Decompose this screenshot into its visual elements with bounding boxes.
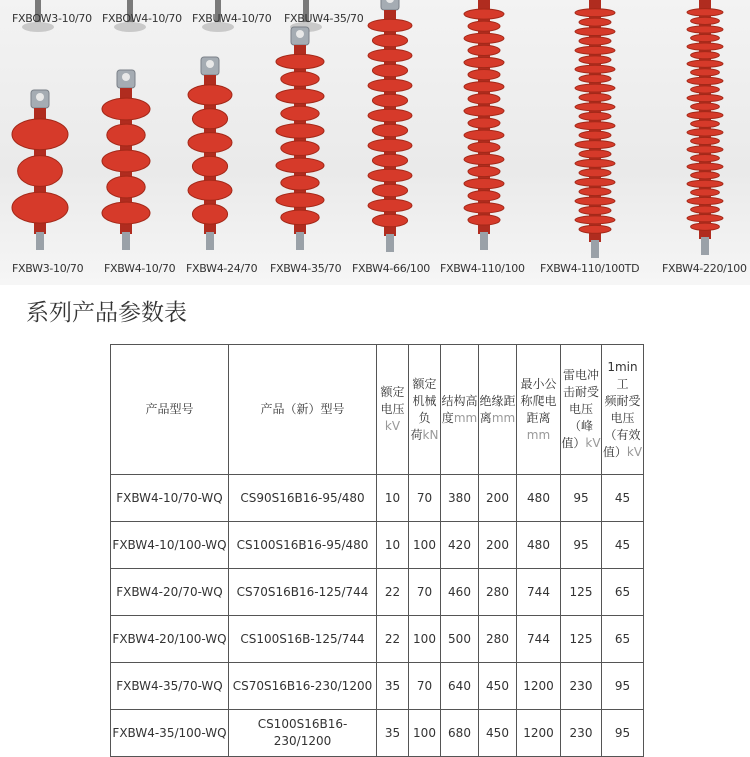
insulator-shed [691,120,720,127]
insulator-shed [276,158,324,173]
table-cell: FXBW4-10/70-WQ [111,475,229,522]
insulator-shed [691,172,720,179]
insulator-cap-hole [36,93,44,101]
table-cell: CS100S16B-125/744 [229,616,377,663]
insulator-shed [276,89,324,104]
table-cell: 10 [377,522,409,569]
insulator-shed [368,199,412,212]
header-unit: mm [491,410,516,425]
table-cell: 480 [517,475,561,522]
insulator-shed [687,215,723,222]
header-text: 绝缘距 [479,393,516,408]
header-unit: mm [453,410,478,425]
table-header-cell [111,345,229,475]
header-text: 度 [441,410,454,425]
insulator-shed [575,159,615,167]
insulator-shed [468,21,500,31]
insulator-shed [468,94,500,104]
header-unit: kV [384,419,401,433]
insulator-shed [281,175,319,190]
table-row [111,522,644,569]
photo-label-bottom: FXBW4-24/70 [186,262,258,275]
insulator-shed [372,124,407,137]
table-header-cell [561,345,602,475]
insulator-shed [579,112,611,120]
insulator-shed [687,26,723,33]
insulator-shed [691,34,720,41]
header-text: 电压 [610,410,635,425]
table-cell: 230 [561,710,602,757]
insulator-shed [464,203,504,213]
table-cell: 65 [602,616,644,663]
insulator-fitting [701,237,709,255]
insulator-shed [12,119,68,150]
insulators-illustration [0,0,750,285]
insulator-shed [579,131,611,139]
photo-label-bottom: FXBW4-35/70 [270,262,342,275]
insulator-shed [691,69,720,76]
header-text: 产品（新）型号 [260,402,345,416]
insulator-shed [464,179,504,189]
insulator-shed [687,112,723,119]
insulator-shed [372,154,407,167]
table-cell: 200 [479,522,517,569]
table-cell: 450 [479,663,517,710]
insulator-shed [368,19,412,32]
table-cell: 640 [441,663,479,710]
photo-label-top: FXBUW4-10/70 [192,12,272,25]
header-text: （峰 [568,419,593,433]
table-cell: 22 [377,569,409,616]
table-cell: 460 [441,569,479,616]
insulator-shed [107,176,145,198]
insulator-core [589,0,601,242]
table-cell: 280 [479,616,517,663]
table-cell: 125 [561,616,602,663]
table-cell: 45 [602,475,644,522]
table-cell: 70 [409,569,441,616]
insulator-shed [691,17,720,24]
insulator-shed [575,9,615,17]
table-cell: 1200 [517,663,561,710]
insulator-shed [579,188,611,196]
table-cell: 680 [441,710,479,757]
table-header-cell [479,345,517,475]
section-title: 系列产品参数表 [26,300,187,326]
insulator-shed [372,214,407,227]
table-row [111,663,644,710]
insulator-shed [687,197,723,204]
table-row [111,616,644,663]
insulator-shed [107,124,145,146]
insulator-shed [687,60,723,67]
insulator-cap-hole [122,73,130,81]
photo-label-bottom: FXBW3-10/70 [12,262,84,275]
header-text: 最小公 [520,376,557,391]
insulator-shed [276,193,324,208]
header-unit: kN [422,427,439,442]
table-cell: CS100S16B16-95/480 [229,522,377,569]
insulator-fitting [122,232,130,250]
insulator-shed [276,54,324,69]
insulator-shed [575,103,615,111]
photo-label-top: FXBUW4-35/70 [284,12,364,25]
insulator-shed [468,70,500,80]
table-cell: 10 [377,475,409,522]
table-header-cell [602,345,644,475]
insulator-shed [102,150,150,172]
table-header-cell [517,345,561,475]
insulator-shed [464,9,504,19]
photo-label-bottom: FXBW4-220/100 [662,262,747,275]
header-text: 电压 [380,402,405,416]
table-cell: 200 [479,475,517,522]
insulator-shed [468,215,500,225]
insulator-shed [372,94,407,107]
insulator-shed [691,206,720,213]
table-cell: CS100S16B16-230/1200 [229,710,377,757]
insulator-cap-hole [296,30,304,38]
header-text: 产品型号 [145,402,194,416]
insulator-shed [687,146,723,153]
insulator-shed [575,65,615,73]
insulator-shed [575,28,615,36]
insulator-shed [579,94,611,102]
insulator-shed [276,124,324,139]
table-header-cell [441,345,479,475]
insulator-shed [575,84,615,92]
photo-label-bottom: FXBW4-10/70 [104,262,176,275]
header-text: 机械 [412,393,437,408]
table-cell: 35 [377,710,409,757]
table-cell: 95 [561,475,602,522]
insulator-shed [468,191,500,201]
insulator-shed [687,163,723,170]
header-text: 1min工 [607,359,638,391]
photo-label-bottom: FXBW4-66/100 [352,262,430,275]
header-text: 负 [418,410,431,425]
insulator-shed [188,85,232,105]
table-cell: FXBW4-20/100-WQ [111,616,229,663]
insulator-shed [12,192,68,223]
insulator-shed [579,75,611,83]
table-cell: CS70S16B16-230/1200 [229,663,377,710]
table-cell: 230 [561,663,602,710]
insulator-shed [18,156,63,187]
insulator-shed [464,82,504,92]
insulator-fitting [386,234,394,252]
insulator-shed [691,52,720,59]
insulator-shed [579,225,611,233]
header-text: 雷电冲 [562,368,599,382]
table-header-cell [229,345,377,475]
insulator-shed [575,178,615,186]
header-text: 值） [602,444,627,459]
insulator-shed [188,180,232,200]
insulator-shed [368,109,412,122]
insulator-shed [691,189,720,196]
insulator-shed [468,118,500,128]
header-text: 离 [479,410,492,425]
table-cell: FXBW4-10/100-WQ [111,522,229,569]
table-cell: CS90S16B16-95/480 [229,475,377,522]
table-cell: 280 [479,569,517,616]
insulator-shed [372,34,407,47]
insulator-fitting [591,240,599,258]
table-cell: 70 [409,475,441,522]
insulator-cap-hole [206,60,214,68]
insulator-shed [192,156,227,176]
table-cell: 45 [602,522,644,569]
table-cell: 22 [377,616,409,663]
insulator-shed [687,9,723,16]
table-cell: 100 [409,616,441,663]
table-cell: FXBW4-35/70-WQ [111,663,229,710]
table-cell: 480 [517,522,561,569]
insulator-shed [575,141,615,149]
insulator-shed [575,197,615,205]
insulator-shed [687,43,723,50]
table-row [111,475,644,522]
insulator-fitting [480,232,488,250]
insulator-shed [687,77,723,84]
table-cell: 500 [441,616,479,663]
insulator-shed [464,154,504,164]
header-text: 频耐受 [604,393,641,408]
table-cell: CS70S16B16-125/744 [229,569,377,616]
header-text: 荷 [410,427,423,442]
header-unit: kV [585,436,601,450]
insulator-shed [575,216,615,224]
insulator-shed [579,56,611,64]
insulator-shed [192,109,227,129]
table-cell: 65 [602,569,644,616]
insulator-fitting [36,232,44,250]
insulator-shed [281,106,319,121]
table-header-cell [409,345,441,475]
insulator-shed [579,207,611,215]
insulator-shed [687,129,723,136]
insulator-shed [464,130,504,140]
insulator-shed [464,57,504,67]
insulator-shed [372,184,407,197]
table-cell: 1200 [517,710,561,757]
photo-label-top: FXBOW3-10/70 [12,12,92,25]
insulator-shed [368,79,412,92]
header-text: 称爬电 [520,393,557,408]
photo-label-bottom: FXBW4-110/100TD [540,262,640,275]
insulator-shed [368,169,412,182]
insulator-shed [691,137,720,144]
insulator-shed [579,150,611,158]
header-text: （有效 [604,427,641,442]
table-cell: 70 [409,663,441,710]
header-text: 击耐受 [562,385,599,399]
table-cell: 744 [517,569,561,616]
insulator-shed [281,72,319,87]
photo-label-bottom: FXBW4-110/100 [440,262,525,275]
insulator-shed [579,37,611,45]
header-unit: kV [626,444,643,459]
insulator-shed [691,86,720,93]
table-cell: 380 [441,475,479,522]
table-cell: 95 [561,522,602,569]
insulator-fitting [206,232,214,250]
insulator-shed [102,202,150,224]
table-cell: 450 [479,710,517,757]
header-text: 电压 [568,402,593,416]
table-cell: 95 [602,710,644,757]
header-text: 距离 [526,410,551,425]
table-cell: 744 [517,616,561,663]
table-row [111,710,644,757]
header-text: 额定 [380,385,405,399]
insulator-shed [368,139,412,152]
insulator-shed [579,18,611,26]
insulator-shed [468,45,500,55]
insulator-shed [102,98,150,120]
insulator-shed [464,106,504,116]
table-header-row [111,345,644,475]
product-photo [0,0,750,285]
table-cell: 420 [441,522,479,569]
parameter-table [110,344,644,757]
table-row [111,569,644,616]
table-cell: FXBW4-20/70-WQ [111,569,229,616]
insulator-shed [691,103,720,110]
insulator-shed [687,94,723,101]
header-unit: mm [526,427,551,442]
insulator-shed [687,180,723,187]
insulator-shed [372,64,407,77]
header-text: 结构高 [441,393,478,408]
photo-label-top: FXBOW4-10/70 [102,12,182,25]
insulator-shed [464,33,504,43]
insulator-shed [575,122,615,130]
insulator-shed [281,210,319,225]
insulator-shed [575,46,615,54]
insulator-shed [691,223,720,230]
table-cell: FXBW4-35/100-WQ [111,710,229,757]
insulator-shed [468,166,500,176]
insulator-shed [188,133,232,153]
insulator-shed [281,141,319,156]
header-text: 值） [561,436,586,450]
insulator-shed [468,142,500,152]
insulator-shed [368,49,412,62]
table-cell: 125 [561,569,602,616]
header-text: 额定 [412,376,437,391]
table-cell: 100 [409,710,441,757]
insulator-shed [691,154,720,161]
insulator-fitting [296,232,304,250]
table-header-cell [377,345,409,475]
table-cell: 35 [377,663,409,710]
table-cell: 95 [602,663,644,710]
insulator-shed [192,204,227,224]
table-cell: 100 [409,522,441,569]
insulator-shed [579,169,611,177]
